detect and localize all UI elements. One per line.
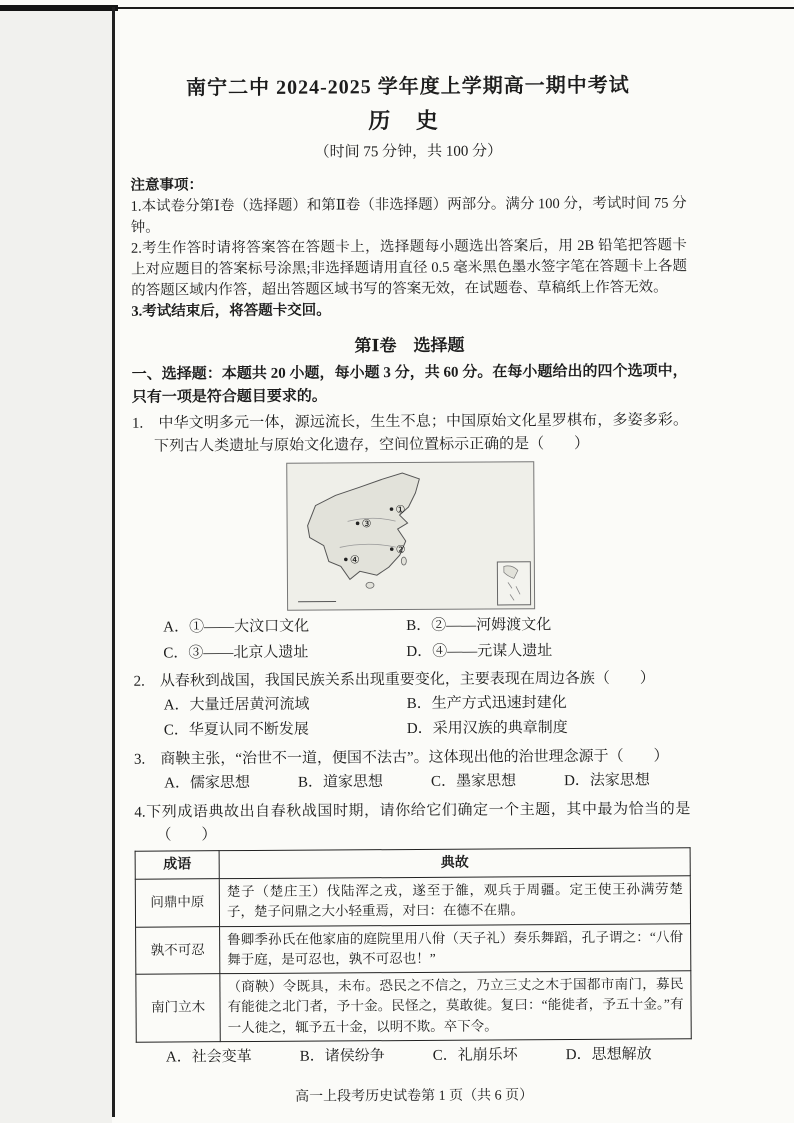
idiom-cell-2: 孰不可忍 (136, 926, 220, 974)
section-intro: 一、选择题：本题共 20 小题，每小题 3 分，共 60 分。在每小题给出的四个选项中，只有一项是符合题目要求的。 (131, 363, 688, 406)
question-3-number: 3. (133, 751, 146, 768)
idiom-cell-3: 南门立木 (136, 974, 220, 1042)
idiom-table-header-row (135, 848, 690, 879)
scan-edge-top (0, 7, 794, 9)
question-3-stem: 商鞅主张，“治世不一道，便国不法古”。这体现出他的治世理念源于（ ） (160, 748, 669, 768)
question-1-number: 1. (131, 415, 144, 432)
question-1-figure (132, 460, 689, 611)
inset-map (498, 562, 530, 604)
taiwan-island (401, 557, 406, 565)
option-2a: A．大量迁居黄河流域 (163, 696, 310, 714)
notice-item-3: 3.考试结束后，将答题卡交回。 (131, 302, 331, 320)
map-marker-2: ② (395, 544, 406, 557)
question-2-number: 2. (133, 673, 145, 690)
notice-block (130, 172, 687, 323)
question-1 (132, 409, 690, 666)
question-2 (133, 667, 689, 744)
question-3 (134, 745, 690, 798)
scan-margin-shade (0, 7, 112, 1123)
exam-subject: 历 史 (368, 107, 448, 134)
idiom-table (135, 847, 692, 1042)
question-4 (134, 798, 692, 1071)
option-2c: C．华夏认同不断发展 (163, 721, 309, 739)
option-3b: B．道家思想 (297, 774, 384, 791)
option-4c: C．礼崩乐坏 (432, 1047, 518, 1064)
exam-time-score: （时间 75 分钟，共 100 分） (314, 143, 503, 161)
question-2-options (134, 690, 690, 744)
section-title: 第Ⅰ卷 选择题 (354, 335, 465, 355)
option-3d: D．法家思想 (564, 772, 650, 790)
exam-title: 南宁二中 2024-2025 学年度上学期高一期中考试 (186, 74, 630, 100)
option-2d: D．采用汉族的典章制度 (406, 720, 568, 738)
story-cell-2: 鲁卿季孙氏在他家庙的庭院里用八佾（天子礼）奏乐舞蹈，孔子谓之：“八佾舞于庭，是可忍也，孰不可忍也！” (220, 923, 691, 973)
table-row (136, 971, 691, 1042)
question-1-options (133, 612, 689, 666)
option-4d: D．思想解放 (565, 1046, 652, 1063)
notice-heading: 注意事项： (130, 176, 204, 194)
idiom-column-header: 成语 (135, 851, 219, 880)
map-marker-3: ③ (361, 518, 372, 531)
site-dot-4 (344, 558, 348, 562)
story-column-header: 典故 (219, 848, 690, 879)
south-china-sea-inset (497, 561, 531, 605)
question-2-stem: 从春秋到战国，我国民族关系出现重要变化，主要表现在周边各族（ ） (159, 670, 655, 690)
scan-edge-top-corner (0, 5, 118, 11)
question-4-stem: 下列成语典故出自春秋战国时期，请你给它们确定一个主题，其中最为恰当的是（ ） (145, 801, 691, 844)
story-cell-1: 楚子（楚庄王）伐陆浑之戎，遂至于雒，观兵于周疆。定王使王孙满劳楚子，楚子问鼎之大小轻重焉，对曰：在德不在鼎。 (219, 876, 690, 926)
question-4-options (136, 1041, 692, 1071)
table-row (135, 876, 690, 927)
option-2b: B．生产方式迅速封建化 (406, 694, 567, 712)
option-4a: A．社会变革 (165, 1048, 252, 1066)
option-3a: A．儒家思想 (164, 775, 251, 792)
notice-item-1: 1.本试卷分第Ⅰ卷（选择题）和第Ⅱ卷（非选择题）两部分。满分 100 分，考试时间 75 分钟。 (130, 194, 687, 236)
option-1c: C．③——北京人遗址 (163, 644, 309, 662)
map-marker-4: ④ (349, 554, 360, 567)
hainan-island (366, 582, 374, 588)
question-1-stem: 中华文明多元一体，源远流长，生生不息；中国原始文化星罗棋布，多姿多彩。下列古人类遗址与原始文化遗存，空间位置标示正确的是（ ） (154, 412, 689, 455)
site-dot-3 (356, 522, 360, 526)
story-cell-3: （商鞅）令既具，未布。恐民之不信之，乃立三丈之木于国都市南门，募民有能徙之北门者，予十金。民怪之，莫敢徙。复曰：“能徙者，予五十金。”有一人徙之，辄予五十金，以明不欺。卒下令。 (220, 971, 691, 1042)
option-3c: C．墨家思想 (430, 773, 517, 790)
site-dot-1 (390, 507, 394, 511)
page-footer: 高一上段考历史试卷第 1 页（共 6 页） (295, 1088, 534, 1105)
table-row (136, 923, 691, 974)
exam-content (130, 70, 692, 1108)
question-4-number: 4. (134, 804, 146, 821)
notice-item-2: 2.考生作答时请将答案答在答题卡上，选择题每小题选出答案后，用 2B 铅笔把答题卡上对应题目的答案标号涂黑;非选择题请用直径 0.5 毫米黑色墨水签字笔在答题卡上各题的答题区域内作答，超出答题区域书写的答案无效，在试题卷、草稿纸上作答无效。 (130, 236, 688, 299)
option-4b: B．诸侯纷争 (299, 1048, 385, 1065)
option-1d: D．④——元谋人遗址 (406, 642, 553, 660)
option-1b: B．②——河姆渡文化 (406, 617, 552, 635)
question-3-options (134, 767, 690, 797)
site-dot-2 (390, 547, 394, 551)
map-marker-1: ① (395, 504, 406, 517)
china-map-figure (286, 461, 535, 611)
idiom-cell-1: 问鼎中原 (135, 879, 219, 927)
scan-edge-left (112, 7, 115, 1117)
option-1a: A．①——大汶口文化 (163, 618, 310, 636)
